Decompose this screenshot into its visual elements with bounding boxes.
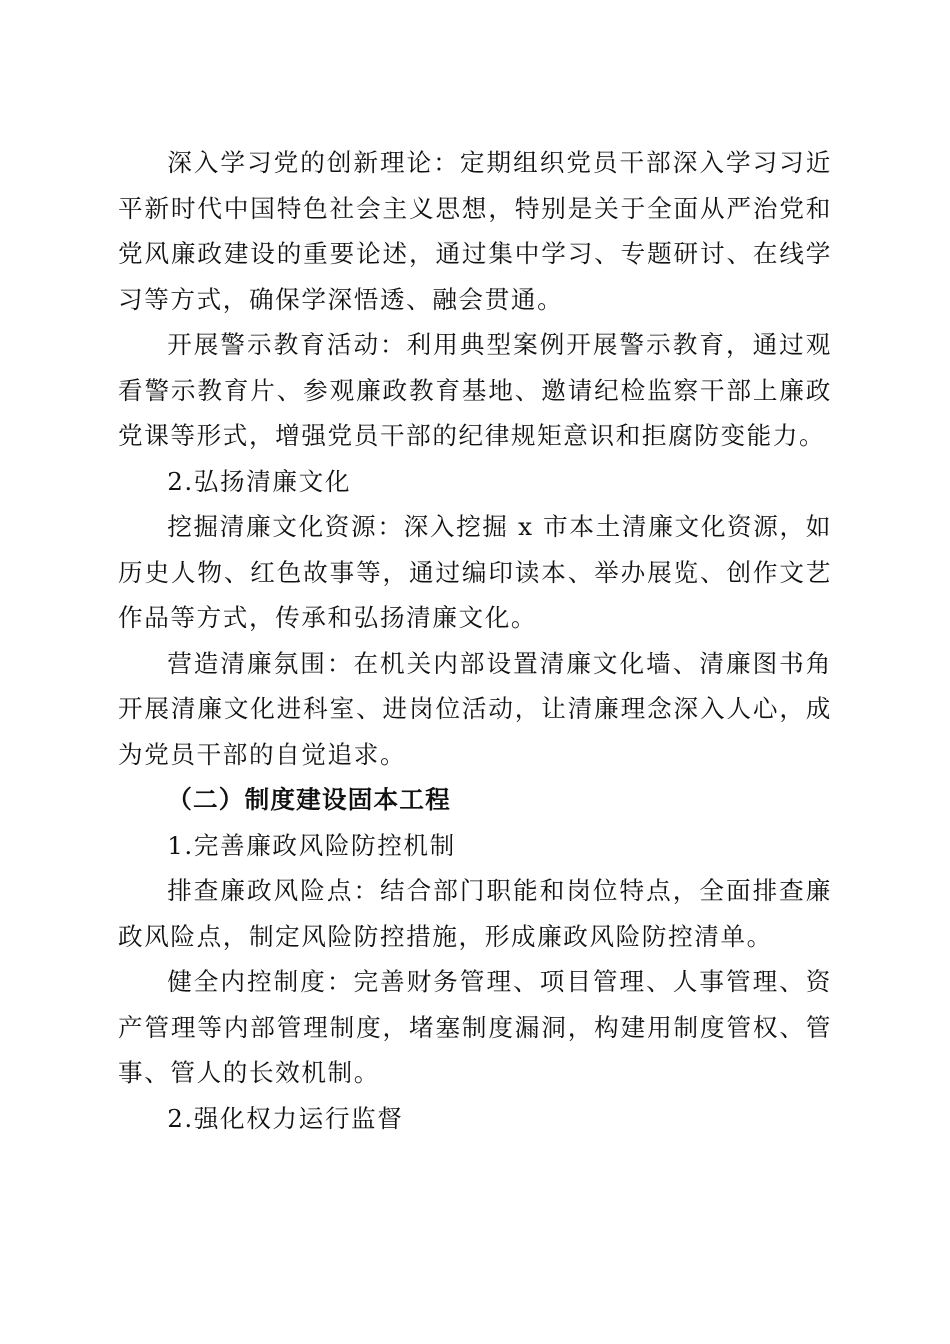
paragraph-clean-culture-resources: 挖掘清廉文化资源：深入挖掘 x 市本土清廉文化资源，如历史人物、红色故事等，通过编印读本、举办展览、创作文艺作品等方式，传承和弘扬清廉文化。 bbox=[118, 512, 832, 632]
paragraph-study-theory: 深入学习党的创新理论：定期组织党员干部深入学习习近平新时代中国特色社会主义思想，特别是关于全面从严治党和党风廉政建设的重要论述，通过集中学习、专题研讨、在线学习等方式，确保学深悟透、融会贯通。 bbox=[118, 148, 832, 314]
paragraph-warning-education: 开展警示教育活动：利用典型案例开展警示教育，通过观看警示教育片、参观廉政教育基地、邀请纪检监察干部上廉政党课等形式，增强党员干部的纪律规矩意识和拒腐防变能力。 bbox=[118, 330, 832, 450]
paragraph-risk-points: 排查廉政风险点：结合部门职能和岗位特点，全面排查廉政风险点，制定风险防控措施，形成廉政风险防控清单。 bbox=[118, 876, 832, 951]
subheading-risk-control-mechanism: 1.完善廉政风险防控机制 bbox=[167, 830, 456, 860]
paragraph-clean-atmosphere: 营造清廉氛围：在机关内部设置清廉文化墙、清廉图书角开展清廉文化进科室、进岗位活动，让清廉理念深入人心，成为党员干部的自觉追求。 bbox=[118, 648, 832, 769]
paragraph-internal-control: 健全内控制度：完善财务管理、项目管理、人事管理、资产管理等内部管理制度，堵塞制度漏洞，构建用制度管权、管事、管人的长效机制。 bbox=[118, 967, 832, 1087]
subheading-promote-clean-culture: 2.弘扬清廉文化 bbox=[167, 466, 352, 496]
document-body bbox=[118, 140, 832, 1141]
heading-institution-building: （二）制度建设固本工程 bbox=[167, 785, 451, 814]
subheading-power-supervision: 2.强化权力运行监督 bbox=[167, 1103, 404, 1133]
